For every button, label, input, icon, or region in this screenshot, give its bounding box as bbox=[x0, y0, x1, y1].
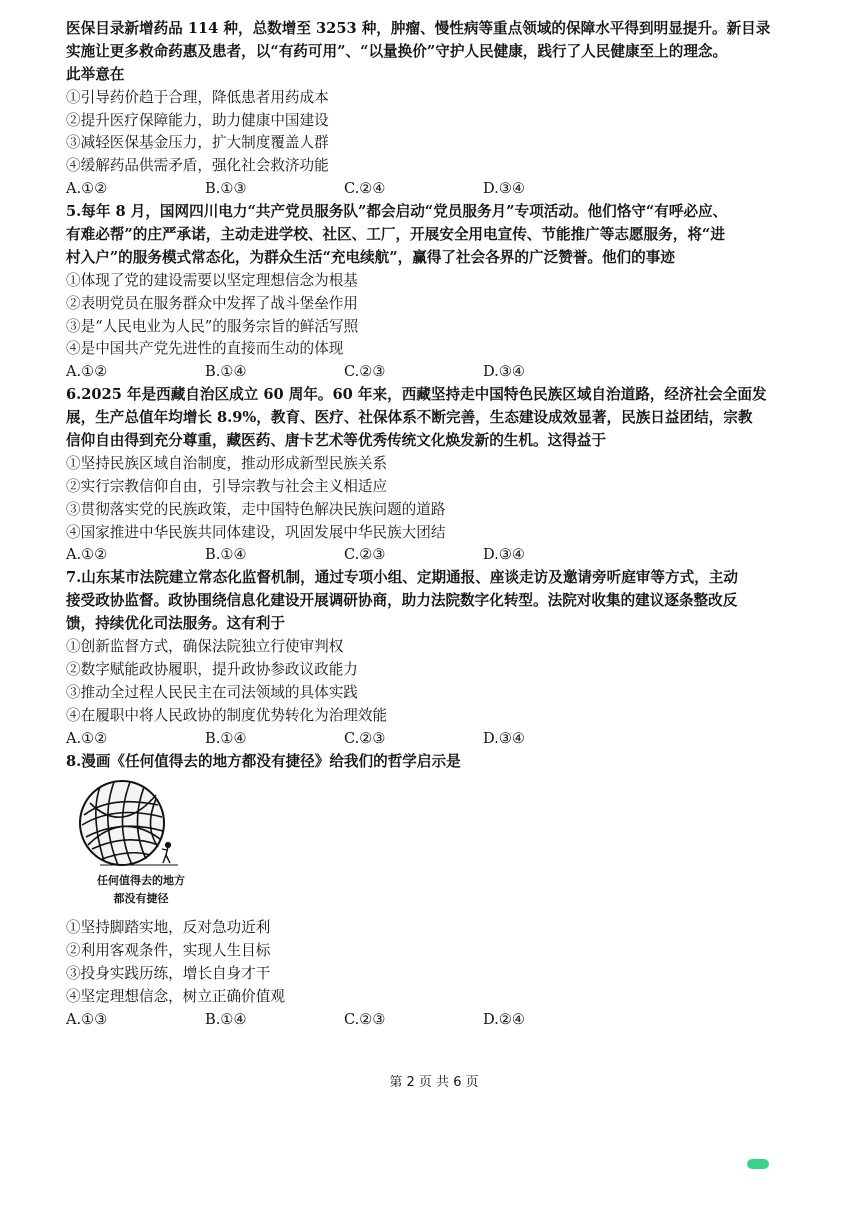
q5-stem-line-1: 5.每年 8 月，国网四川电力“共产党员服务队”都会启动“党员服务月”专项活动。他们恪守“有呼必应、 bbox=[66, 203, 728, 221]
q5-item: ④是中国共产党先进性的直接而生动的体现 bbox=[66, 340, 344, 358]
q7-stem-line-1: 7.山东某市法院建立常态化监督机制，通过专项小组、定期通报、座谈走访及邀请旁听庭审等方式，主动 bbox=[66, 569, 738, 587]
q8-item: ①坚持脚踏实地，反对急功近利 bbox=[66, 919, 271, 937]
option-c: C.②③ bbox=[344, 729, 386, 747]
q6-stem-line-3: 信仰自由得到充分尊重，藏医药、唐卡艺术等优秀传统文化焕发新的生机。这得益于 bbox=[66, 432, 606, 450]
q6-item: ②实行宗教信仰自由，引导宗教与社会主义相适应 bbox=[66, 477, 388, 495]
option-d: D.③④ bbox=[483, 729, 525, 747]
q4-stem-line-3: 此举意在 bbox=[66, 65, 125, 83]
option-a: A.①② bbox=[66, 363, 108, 381]
yarn-ball-illustration bbox=[70, 775, 180, 875]
page-footer: 第 2 页 共 6 页 bbox=[389, 1075, 479, 1090]
q7-item: ③推动全过程人民民主在司法领域的具体实践 bbox=[66, 683, 358, 701]
q6-options bbox=[66, 544, 796, 567]
question-6 bbox=[66, 384, 796, 567]
comic-caption-line-1: 任何值得去的地方 bbox=[97, 874, 185, 888]
option-a: A.①② bbox=[66, 180, 108, 198]
q8-item: ④坚定理想信念，树立正确价值观 bbox=[66, 988, 285, 1006]
option-c: C.②④ bbox=[344, 180, 386, 198]
q5-options bbox=[66, 361, 796, 384]
option-d: D.③④ bbox=[483, 546, 525, 564]
q5-stem-line-2: 有难必帮”的庄严承诺，主动走进学校、社区、工厂，开展安全用电宣传、节能推广等志愿服务，将“进 bbox=[66, 226, 725, 244]
option-b: B.①④ bbox=[205, 1010, 247, 1028]
q4-options bbox=[66, 178, 796, 201]
option-b: B.①③ bbox=[205, 180, 247, 198]
option-b: B.①④ bbox=[205, 729, 247, 747]
q8-stem: 8.漫画《任何值得去的地方都没有捷径》给我们的哲学启示是 bbox=[66, 752, 461, 770]
question-7 bbox=[66, 567, 796, 750]
q4-stem-line-1: 医保目录新增药品 114 种，总数增至 3253 种，肿瘤、慢性病等重点领域的保障水平得到明显提升。新目录 bbox=[66, 20, 771, 37]
q7-item: ②数字赋能政协履职，提升政协参政议政能力 bbox=[66, 660, 358, 678]
page-content bbox=[66, 18, 796, 1032]
option-b: B.①④ bbox=[205, 546, 247, 564]
comic-caption-line-2: 都没有捷径 bbox=[113, 892, 169, 906]
q5-item: ③是“人民电业为人民”的服务宗旨的鲜活写照 bbox=[66, 317, 359, 335]
option-c: C.②③ bbox=[344, 1010, 386, 1028]
option-c: C.②③ bbox=[344, 546, 386, 564]
option-a: A.①② bbox=[66, 729, 108, 747]
q8-item: ②利用客观条件，实现人生目标 bbox=[66, 942, 271, 960]
option-a: A.①③ bbox=[66, 1010, 108, 1028]
q6-item: ①坚持民族区域自治制度，推动形成新型民族关系 bbox=[66, 454, 388, 472]
q7-options bbox=[66, 728, 796, 751]
option-d: D.③④ bbox=[483, 180, 525, 198]
option-a: A.①② bbox=[66, 546, 108, 564]
q5-stem-line-3: 村入户”的服务模式常态化，为群众生活“充电续航”，赢得了社会各界的广泛赞誉。他们的事迹 bbox=[66, 248, 675, 266]
q5-item: ②表明党员在服务群众中发挥了战斗堡垒作用 bbox=[66, 294, 358, 312]
q4-item: ①引导药价趋于合理，降低患者用药成本 bbox=[66, 88, 329, 106]
option-d: D.③④ bbox=[483, 363, 525, 381]
question-4 bbox=[66, 18, 796, 201]
q4-item: ③减轻医保基金压力，扩大制度覆盖人群 bbox=[66, 134, 329, 152]
option-b: B.①④ bbox=[205, 363, 247, 381]
question-5 bbox=[66, 201, 796, 384]
q4-item: ④缓解药品供需矛盾，强化社会救济功能 bbox=[66, 157, 329, 175]
q6-item: ④国家推进中华民族共同体建设，巩固发展中华民族大团结 bbox=[66, 523, 446, 541]
option-d: D.②④ bbox=[483, 1010, 525, 1028]
q8-item: ③投身实践历练，增长自身才干 bbox=[66, 965, 271, 983]
comic-figure bbox=[66, 775, 226, 915]
question-8 bbox=[66, 751, 796, 1032]
option-c: C.②③ bbox=[344, 363, 386, 381]
q7-stem-line-2: 接受政协监督。政协围绕信息化建设开展调研协商，助力法院数字化转型。法院对收集的建议逐条整改反 bbox=[66, 592, 738, 610]
q5-item: ①体现了党的建设需要以坚定理想信念为根基 bbox=[66, 271, 358, 289]
q4-stem-line-2: 实施让更多救命药惠及患者，以“有药可用”、“以量换价”守护人民健康，践行了人民健康至上的理念。 bbox=[66, 42, 728, 60]
q6-stem-line-2: 展，生产总值年均增长 8.9%，教育、医疗、社保体系不断完善，生态建设成效显著，民族日益团结，宗教 bbox=[66, 409, 753, 427]
q7-stem-line-3: 馈，持续优化司法服务。这有利于 bbox=[66, 615, 285, 633]
q6-item: ③贯彻落实党的民族政策，走中国特色解决民族问题的道路 bbox=[66, 500, 446, 518]
q7-item: ④在履职中将人民政协的制度优势转化为治理效能 bbox=[66, 706, 388, 724]
q7-item: ①创新监督方式，确保法院独立行使审判权 bbox=[66, 638, 344, 656]
q8-options bbox=[66, 1009, 796, 1032]
q4-item: ②提升医疗保障能力，助力健康中国建设 bbox=[66, 111, 329, 129]
q6-stem-line-1: 6.2025 年是西藏自治区成立 60 周年。60 年来，西藏坚持走中国特色民族区域自治道路，经济社会全面发 bbox=[66, 386, 767, 404]
floating-pill-button[interactable] bbox=[747, 1159, 769, 1169]
